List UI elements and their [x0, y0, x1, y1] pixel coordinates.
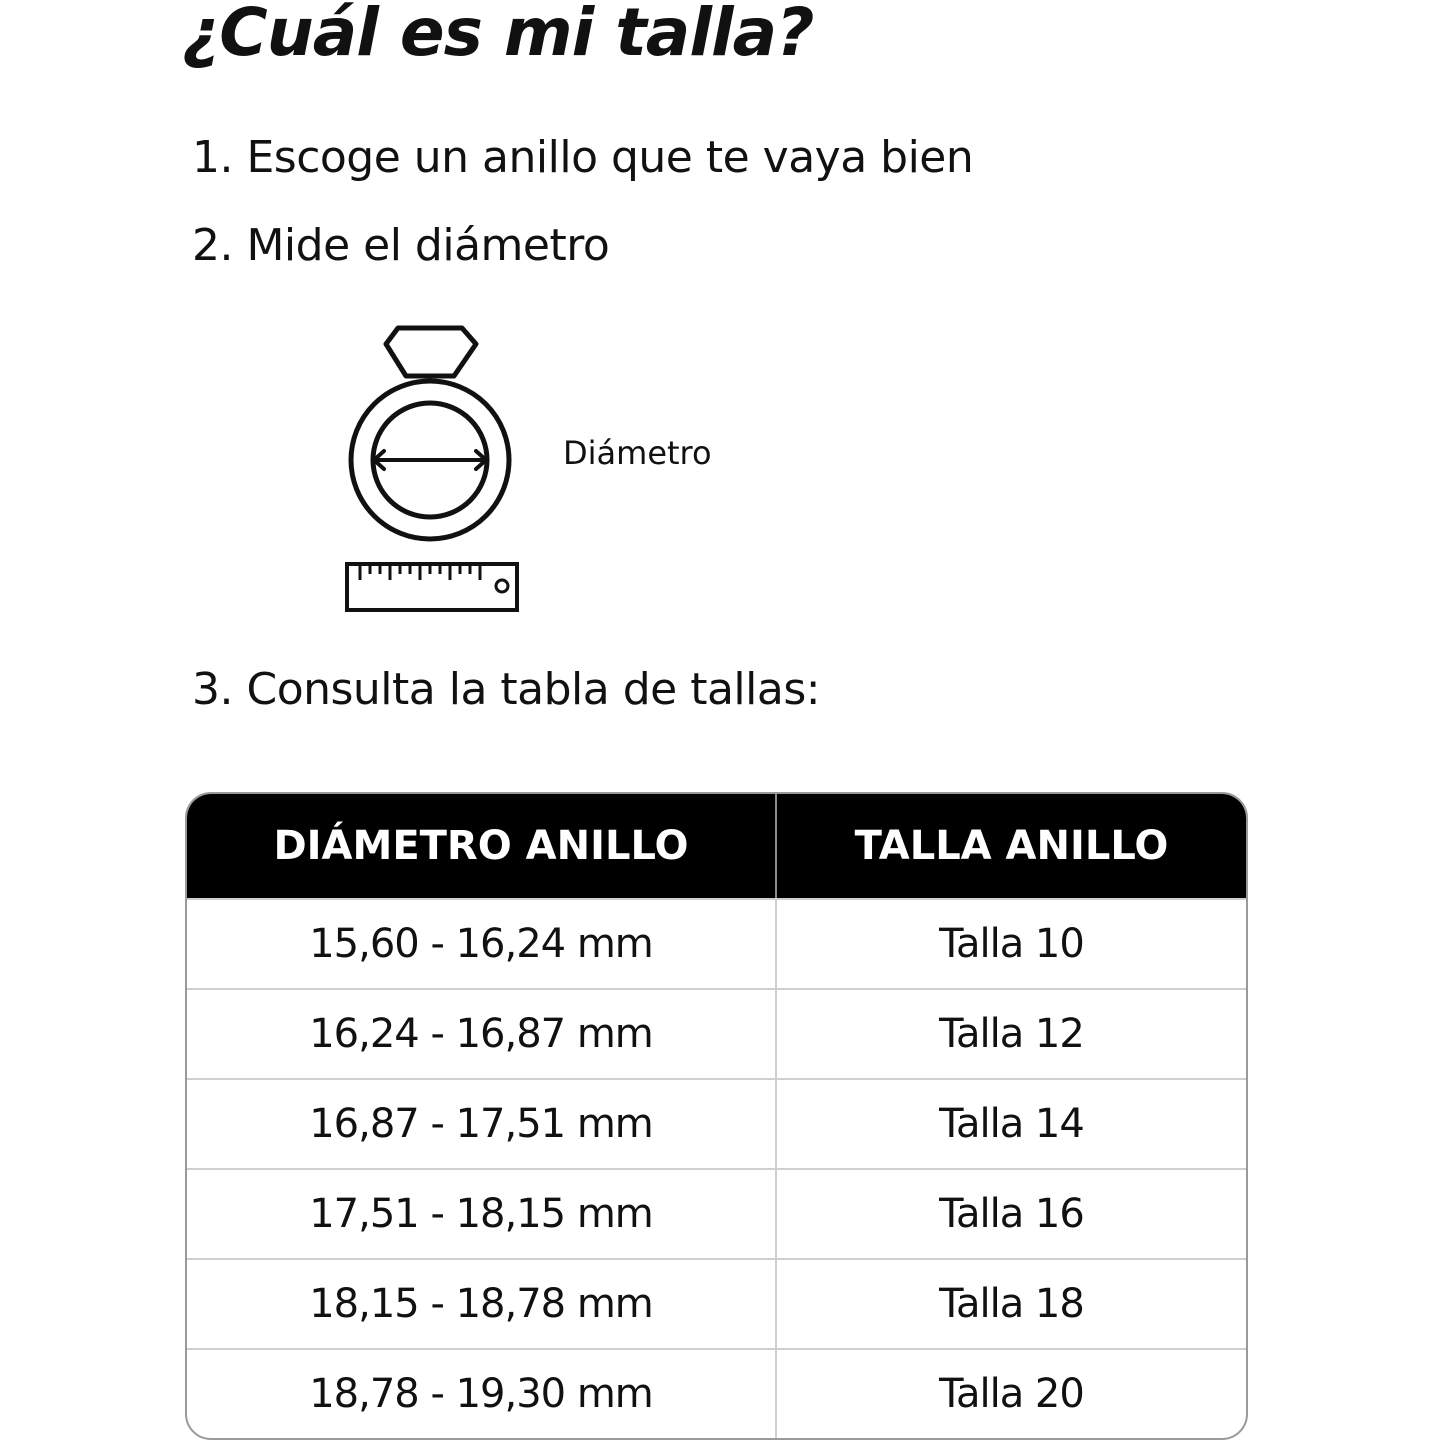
table-row — [187, 1078, 1246, 1168]
header-size: TALLA ANILLO — [777, 794, 1246, 898]
size-table — [185, 792, 1248, 1440]
step-choose-ring: 1. Escoge un anillo que te vaya bien — [192, 132, 974, 183]
step-check-table: 3. Consulta la tabla de tallas: — [192, 664, 821, 715]
step-measure-diameter: 2. Mide el diámetro — [192, 220, 610, 271]
double-arrow-icon — [374, 451, 486, 469]
ring-icon — [351, 328, 509, 539]
table-row — [187, 1258, 1246, 1348]
cell-diameter: 15,60 - 16,24 mm — [187, 898, 777, 988]
cell-diameter: 17,51 - 18,15 mm — [187, 1168, 777, 1258]
table-header-row — [187, 794, 1246, 898]
header-diameter: DIÁMETRO ANILLO — [187, 794, 777, 898]
ring-measure-diagram — [330, 318, 540, 618]
cell-diameter: 16,87 - 17,51 mm — [187, 1078, 777, 1168]
cell-diameter: 16,24 - 16,87 mm — [187, 988, 777, 1078]
cell-diameter: 18,15 - 18,78 mm — [187, 1258, 777, 1348]
table-row — [187, 1348, 1246, 1438]
table-row — [187, 988, 1246, 1078]
cell-size: Talla 14 — [777, 1078, 1246, 1168]
cell-diameter: 18,78 - 19,30 mm — [187, 1348, 777, 1438]
page-title: ¿Cuál es mi talla? — [182, 0, 814, 71]
cell-size: Talla 16 — [777, 1168, 1246, 1258]
cell-size: Talla 18 — [777, 1258, 1246, 1348]
table-row — [187, 1168, 1246, 1258]
cell-size: Talla 10 — [777, 898, 1246, 988]
table-row — [187, 898, 1246, 988]
cell-size: Talla 20 — [777, 1348, 1246, 1438]
ruler-icon — [347, 564, 517, 610]
cell-size: Talla 12 — [777, 988, 1246, 1078]
diameter-label: Diámetro — [563, 434, 712, 472]
